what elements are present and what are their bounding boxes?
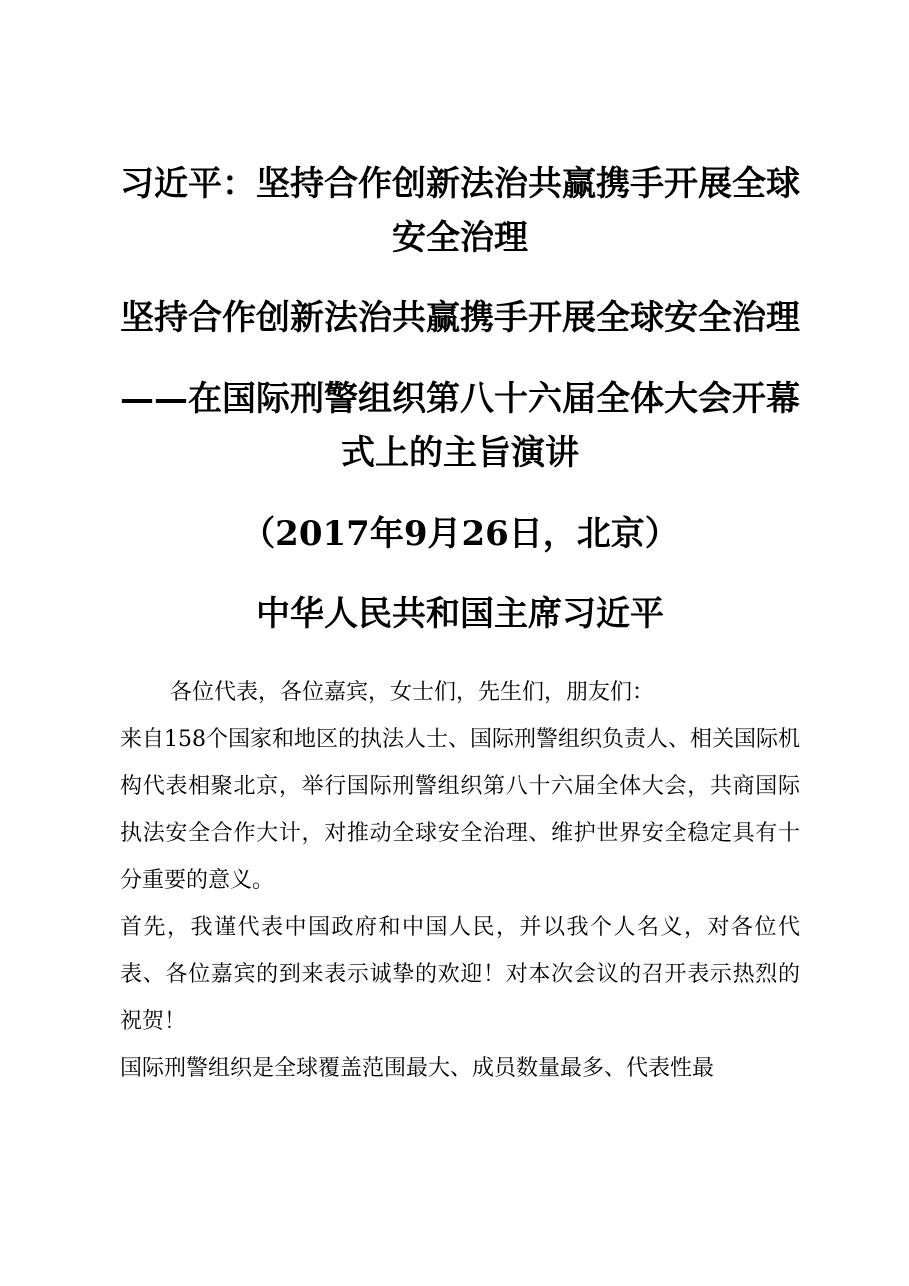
speech-date-location: （2017年9月26日，北京） — [241, 514, 679, 554]
body-paragraph: 国际刑警组织是全球覆盖范围最大、成员数量最多、代表性最 — [120, 1056, 715, 1081]
speech-occasion: ——在国际刑警组织第八十六届全体大会开幕式上的主旨演讲 — [120, 379, 800, 473]
salutation: 各位代表，各位嘉宾，女士们，先生们，朋友们： — [170, 680, 655, 705]
speech-title: 坚持合作创新法治共赢携手开展全球安全治理 — [120, 298, 800, 338]
document-title: 习近平：坚持合作创新法治共赢携手开展全球安全治理 — [120, 164, 800, 258]
body-paragraph: 首先，我谨代表中国政府和中国人民，并以我个人名义，对各位代表、各位嘉宾的到来表示诚挚的欢迎！对本次会议的召开表示热烈的祝贺！ — [120, 915, 800, 1034]
speaker-name: 中华人民共和国主席习近平 — [256, 594, 664, 634]
body-paragraph: 来自158个国家和地区的执法人士、国际刑警组织负责人、相关国际机构代表相聚北京，举行国际刑警组织第八十六届全体大会，共商国际执法安全合作大计，对推动全球安全治理、维护世界安全稳定具有十分重要的意义。 — [120, 727, 800, 893]
